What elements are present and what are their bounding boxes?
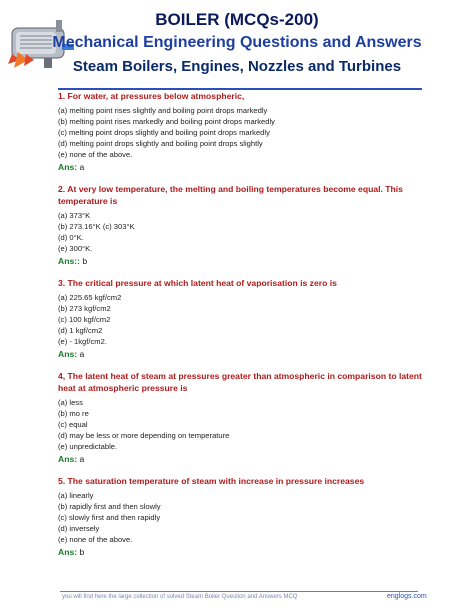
answer-value: b [77,547,85,557]
answer-label: Ans: [58,547,78,557]
question-block [58,370,430,465]
option-item: (b) melting point rises markedly and boiling point drops markedly [58,117,275,126]
footer-note: you will find here the large collection of solved Steam Boiler Question and Answers MCQ [62,594,298,600]
answer-label: Ans:: [58,256,80,266]
option-item: (e) unpredictable. [58,442,118,451]
question-text: 5. The saturation temperature of steam with increase in pressure increases [58,476,365,486]
document-subtitle: Mechanical Engineering Questions and Answers [52,34,422,51]
footer-divider [60,591,418,592]
option-item: (d) 0°K. [58,233,84,242]
footer-site-link[interactable]: englogs.com [387,593,427,600]
option-item: (e) none of the above. [58,535,133,544]
question-block [58,475,430,558]
option-item: (c) melting point drops slightly and boiling point drops markedly [58,128,270,137]
option-item: (d) melting point drops slightly and boiling point drops slightly [58,139,263,148]
option-item: (e) - 1kgf/cm2. [58,337,107,346]
answer-value: a [77,349,85,359]
option-item: (c) 100 kgf/cm2 [58,315,111,324]
option-item: (d) may be less or more depending on temperature [58,431,230,440]
answer-line [58,453,430,465]
option-item: (c) slowly first and then rapidly [58,513,161,522]
question-text: 3. The critical pressure at which latent heat of vaporisation is zero is [58,278,337,288]
option-item: (d) 1 kgf/cm2 [58,326,103,335]
question-block [58,277,430,360]
answer-label: Ans: [58,454,78,464]
option-item: (b) 273.16°K (c) 303°K [58,222,135,231]
document-title: BOILER (MCQs-200) [155,10,319,29]
option-item: (e) none of the above. [58,150,133,159]
answer-label: Ans: [58,162,78,172]
page-header [0,8,474,86]
question-text: 4, The latent heat of steam at pressures greater than atmospheric in comparison to latent heat at atmospheric pressure is [58,371,422,393]
answer-line [58,255,430,267]
answer-line [58,546,430,558]
option-item: (c) equal [58,420,88,429]
question-block [58,90,430,173]
answer-label: Ans: [58,349,78,359]
option-item: (b) rapidly first and then slowly [58,502,161,511]
answer-line [58,161,430,173]
document-topic: Steam Boilers, Engines, Nozzles and Turbines [72,58,402,75]
option-item: (e) 300°K. [58,244,93,253]
option-item: (d) inversely [58,524,100,533]
question-text: 1. For water, at pressures below atmospheric, [58,91,245,101]
questions-list [58,90,430,568]
option-item: (b) 273 kgf/cm2 [58,304,111,313]
answer-line [58,348,430,360]
option-item: (a) less [58,398,83,407]
answer-value: a [77,454,85,464]
option-item: (a) melting point rises slightly and boiling point drops markedly [58,106,268,115]
question-block [58,183,430,267]
answer-value: b [79,256,88,266]
question-text: 2. At very low temperature, the melting and boiling temperatures become equal. This temperature is [58,184,403,206]
answer-value: a [77,162,85,172]
option-item: (a) 225.65 kgf/cm2 [58,293,122,302]
option-item: (b) mo re [58,409,89,418]
option-item: (a) 373°K [58,211,91,220]
option-item: (a) linearly [58,491,94,500]
